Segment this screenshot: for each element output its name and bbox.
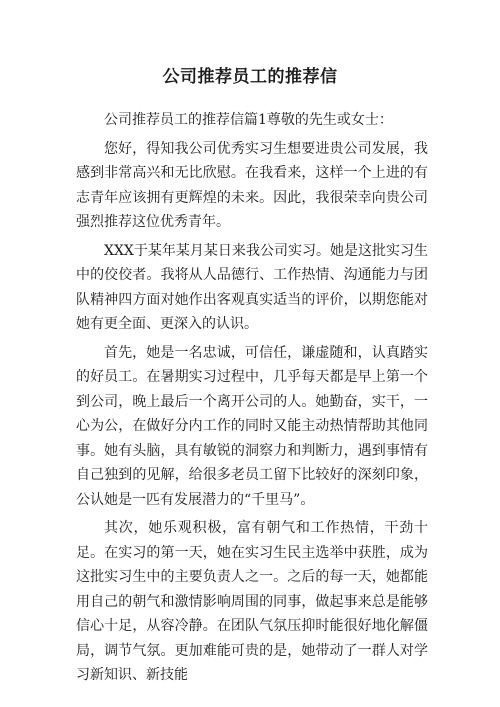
paragraph-character: 首先，她是一名忠诚，可信任，谦虚随和，认真踏实的好员工。在暑期实习过程中，几乎每天都是早上第一个到公司，晚上最后一个离开公司的人。她勤奋，实干，一心为公，在做好分内工作的同时又能主动热情帮助其他同事。她有头脑，具有敏锐的洞察力和判断力，遇到事情有自己独到的见解，给很多老员工留下比较好的深刻印象，公认她是一匹有发展潜力的“千里马”。 xyxy=(76,344,428,508)
paragraph-enthusiasm: 其次，她乐观积极，富有朝气和工作热情，干劲十足。在实习的第一天，她在实习生民主选举中获胜，成为这批实习生中的主要负责人之一。之后的每一天，她都能用自己的朝气和激情影响周围的同事，做起事来总是能够信心十足，从容冷静。在团队气氛压抑时能很好地化解僵局，调节气氛。更加难能可贵的是，她带动了一群人对学习新知识、新技能 xyxy=(76,520,428,683)
document-body xyxy=(76,108,428,692)
paragraph-salutation: 公司推荐员工的推荐信篇1尊敬的先生或女士： xyxy=(104,112,393,128)
document-title: 公司推荐员工的推荐信 xyxy=(162,67,338,87)
paragraph-introduction: 您好，得知我公司优秀实习生想要进贵公司发展，我感到非常高兴和无比欣慰。在我看来，这样一个上进的有志青年应该拥有更辉煌的未来。因此，我很荣幸向贵公司强烈推荐这位优秀青年。 xyxy=(76,140,428,230)
paragraph-overview: XXX于某年某月某日来我公司实习。她是这批实习生中的佼佼者。我将从人品德行、工作热情、沟通能力与团队精神四方面对她作出客观真实适当的评价，以期您能对她有更全面、更深入的认识。 xyxy=(76,242,428,332)
